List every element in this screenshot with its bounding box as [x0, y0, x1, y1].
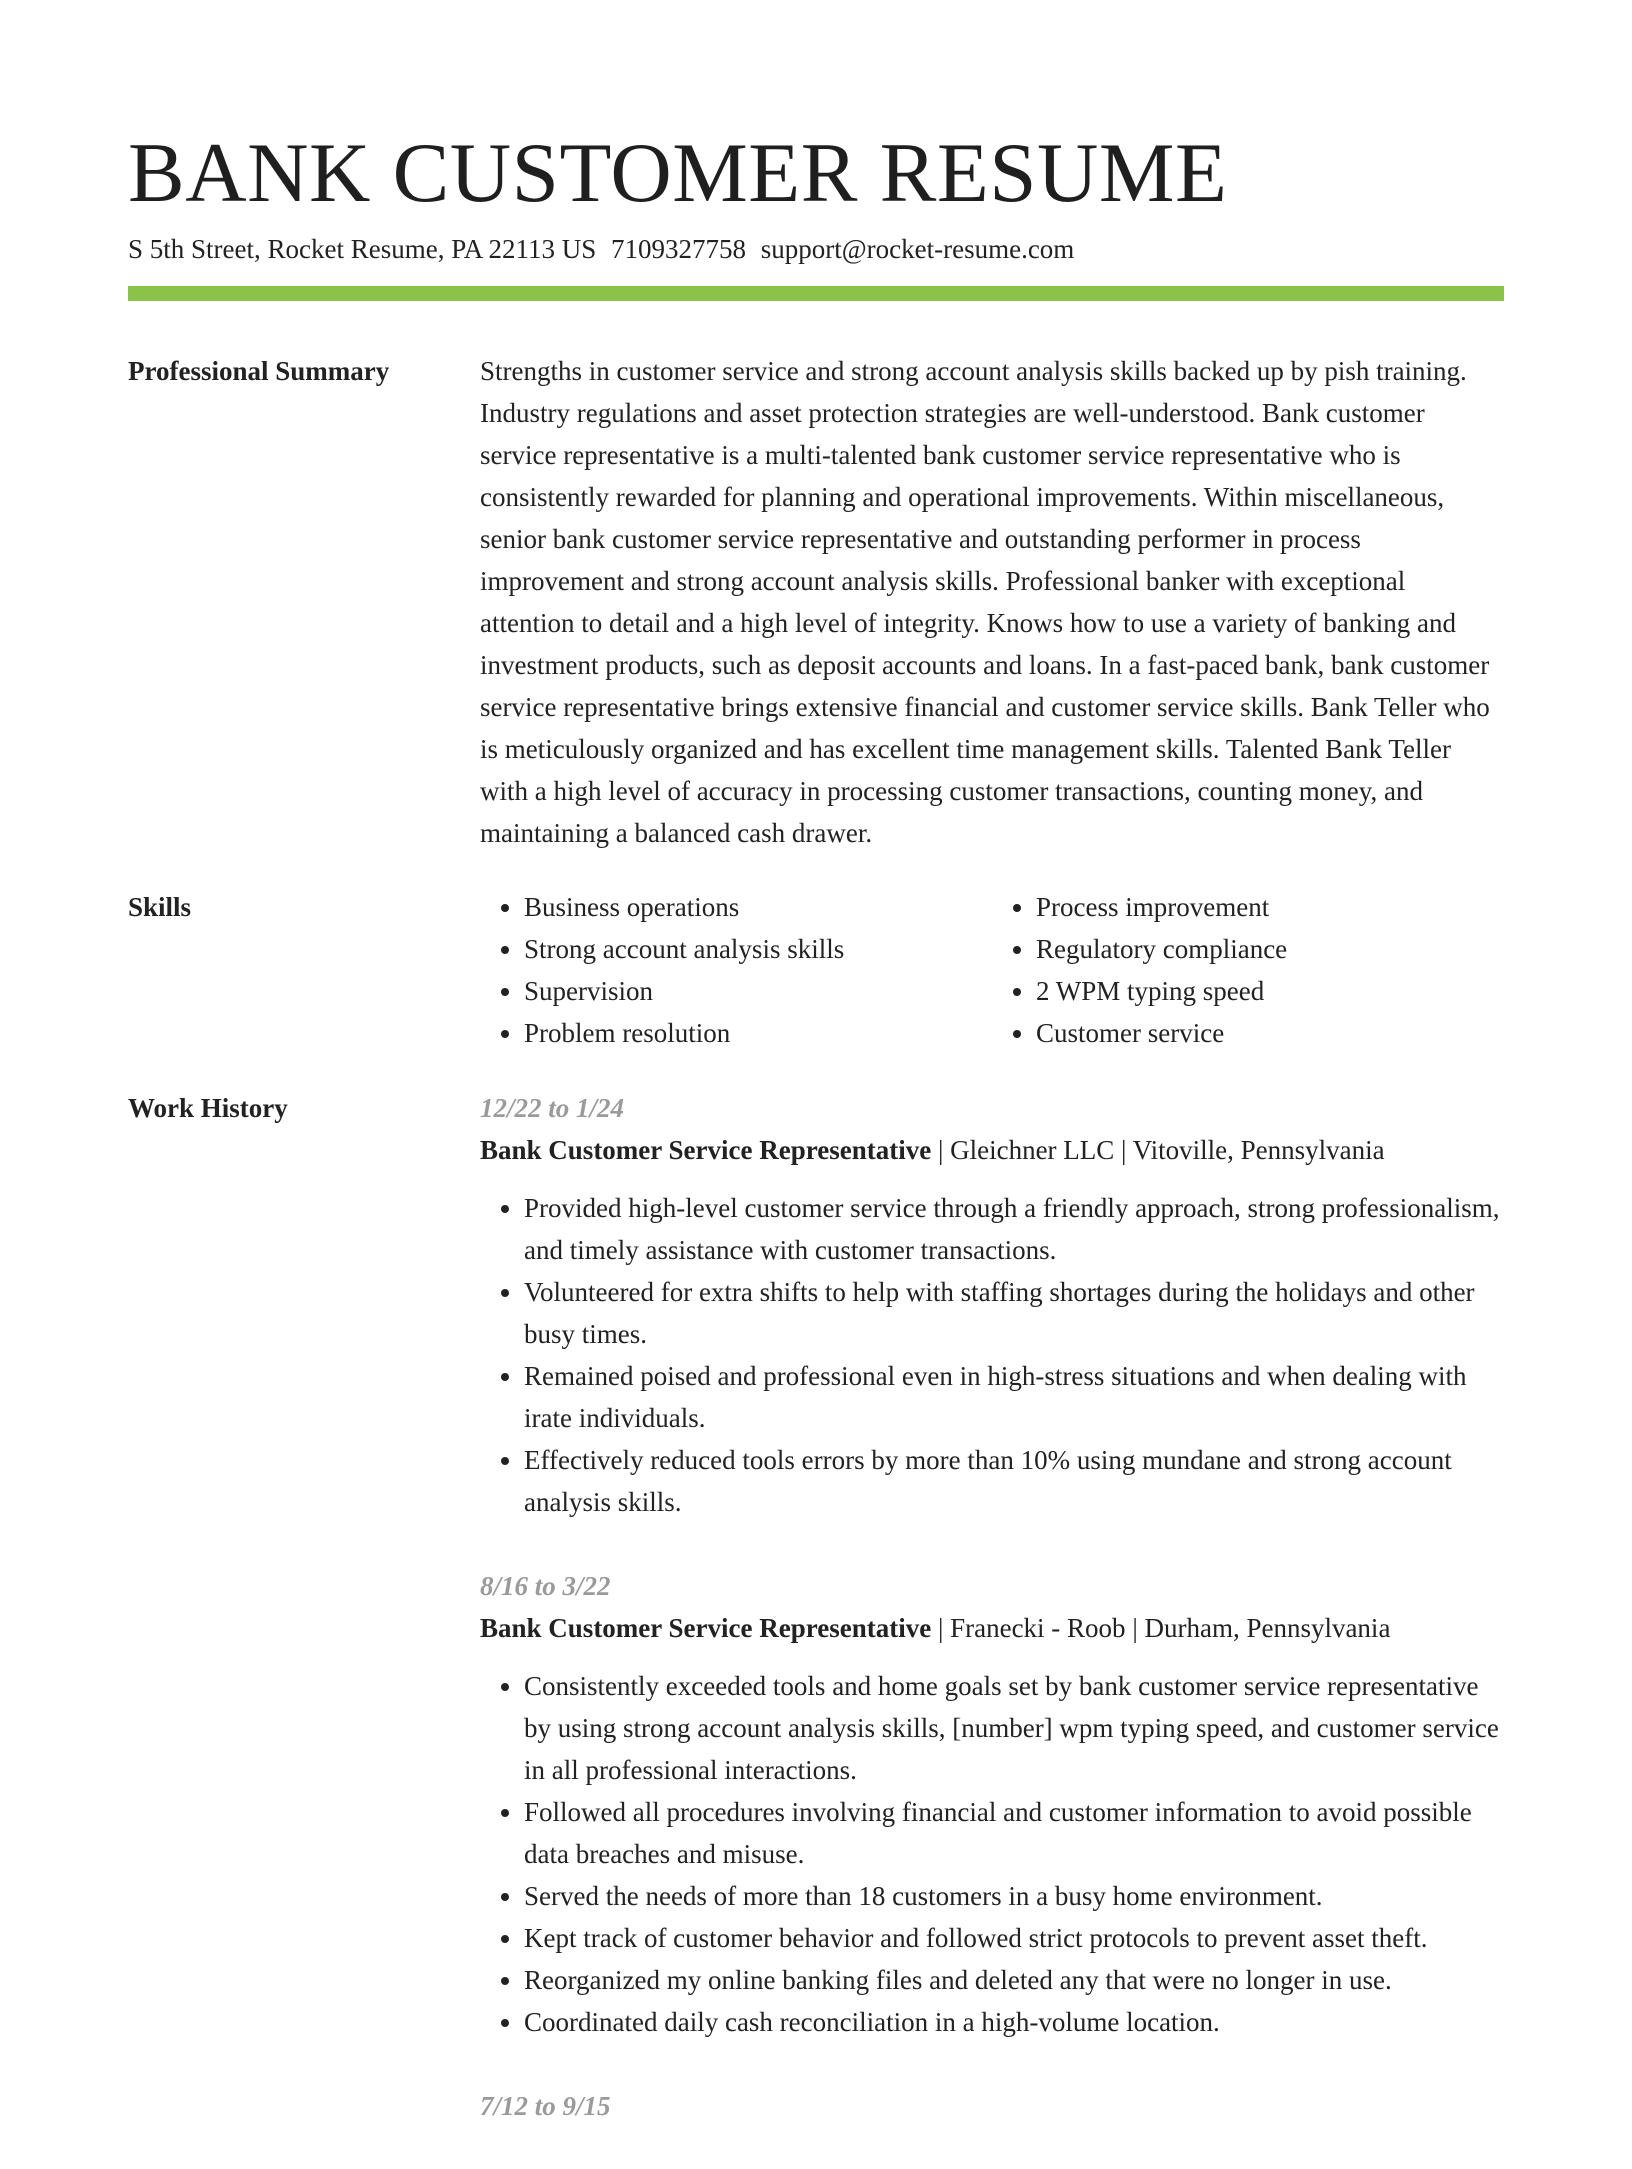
- skill-item: • 2 WPM typing speed: [1036, 970, 1504, 1012]
- job-heading: [480, 1129, 1504, 1171]
- job-separator: |: [937, 1613, 951, 1643]
- job-bullet: • Effectively reduced tools errors by more than 10% using mundane and strong account analysis skills.: [524, 1439, 1504, 1523]
- skill-item: • Business operations: [524, 886, 992, 928]
- skills-column-left: [480, 886, 992, 1054]
- job-bullet-list: [480, 1665, 1504, 2043]
- skill-item: • Process improvement: [1036, 886, 1504, 928]
- section-title-summary: Professional Summary: [128, 356, 390, 386]
- job-company: Franecki - Roob: [950, 1613, 1126, 1643]
- job-bullet: • Coordinated daily cash reconciliation in a high-volume location.: [524, 2001, 1504, 2043]
- job-title: Bank Customer Service Representative: [480, 1135, 932, 1165]
- contact-line: [128, 232, 1074, 266]
- skill-item: • Regulatory compliance: [1036, 928, 1504, 970]
- skills-body: [480, 886, 1504, 1054]
- contact-address: S 5th Street, Rocket Resume, PA 22113 US: [128, 234, 597, 264]
- job-entry: [480, 2085, 1504, 2127]
- job-bullet: • Remained poised and professional even in high-stress situations and when dealing with irate individuals.: [524, 1355, 1504, 1439]
- skill-item: • Customer service: [1036, 1012, 1504, 1054]
- work-body: [480, 1087, 1504, 2169]
- job-bullet-list: [480, 1187, 1504, 1523]
- job-dates: 8/16 to 3/22: [480, 1571, 611, 1601]
- skills-column-right: [992, 886, 1504, 1054]
- job-title: Bank Customer Service Representative: [480, 1613, 932, 1643]
- summary-text: Strengths in customer service and strong account analysis skills backed up by pish training. Industry regulations and asset protection strategies are well-understood. Bank customer service representative is a multi-talented bank customer service representative who is consistently rewarded for planning and operational improvements. Within miscellaneous, senior bank customer service representative and outstanding performer in process improvement and strong account analysis skills. Professional banker with exceptional attention to detail and a high level of integrity. Knows how to use a variety of banking and investment products, such as deposit accounts and loans. In a fast-paced bank, bank customer service representative brings extensive financial and customer service skills. Bank Teller who is meticulously organized and has excellent time management skills. Talented Bank Teller with a high level of accuracy in processing customer transactions, counting money, and maintaining a balanced cash drawer.: [480, 356, 1490, 848]
- job-bullet: • Kept track of customer behavior and followed strict protocols to prevent asset theft.: [524, 1917, 1504, 1959]
- job-bullet: • Reorganized my online banking files and deleted any that were no longer in use.: [524, 1959, 1504, 2001]
- job-location: Durham, Pennsylvania: [1144, 1613, 1391, 1643]
- header-divider: [128, 286, 1504, 301]
- job-separator: |: [1121, 1135, 1133, 1165]
- contact-phone: 7109327758: [611, 234, 747, 264]
- skill-item: • Problem resolution: [524, 1012, 992, 1054]
- job-heading: [480, 1607, 1504, 1649]
- job-location: Vitoville, Pennsylvania: [1132, 1135, 1385, 1165]
- contact-email: support@rocket-resume.com: [760, 234, 1075, 264]
- job-bullet: • Consistently exceeded tools and home goals set by bank customer service representative by using strong account analysis skills, [number] wpm typing speed, and customer service in all professional interactions.: [524, 1665, 1504, 1791]
- summary-body: [480, 350, 1504, 854]
- job-entry: [480, 1087, 1504, 1523]
- job-separator: |: [937, 1135, 951, 1165]
- skills-grid: [480, 886, 1504, 1054]
- job-bullet: • Followed all procedures involving financial and customer information to avoid possible data breaches and misuse.: [524, 1791, 1504, 1875]
- section-title-work: Work History: [128, 1093, 288, 1123]
- job-entry: [480, 1565, 1504, 2043]
- job-bullet: • Served the needs of more than 18 customers in a busy home environment.: [524, 1875, 1504, 1917]
- job-dates: 7/12 to 9/15: [480, 2091, 611, 2121]
- job-company: Gleichner LLC: [950, 1135, 1115, 1165]
- resume-title: BANK CUSTOMER RESUME: [128, 126, 1228, 220]
- job-separator: |: [1132, 1613, 1145, 1643]
- skill-item: • Supervision: [524, 970, 992, 1012]
- section-title-skills: Skills: [128, 892, 192, 922]
- job-dates: 12/22 to 1/24: [480, 1093, 625, 1123]
- job-bullet: • Provided high-level customer service through a friendly approach, strong professionalism, and timely assistance with customer transactions.: [524, 1187, 1504, 1271]
- job-bullet: • Volunteered for extra shifts to help with staffing shortages during the holidays and other busy times.: [524, 1271, 1504, 1355]
- skill-item: • Strong account analysis skills: [524, 928, 992, 970]
